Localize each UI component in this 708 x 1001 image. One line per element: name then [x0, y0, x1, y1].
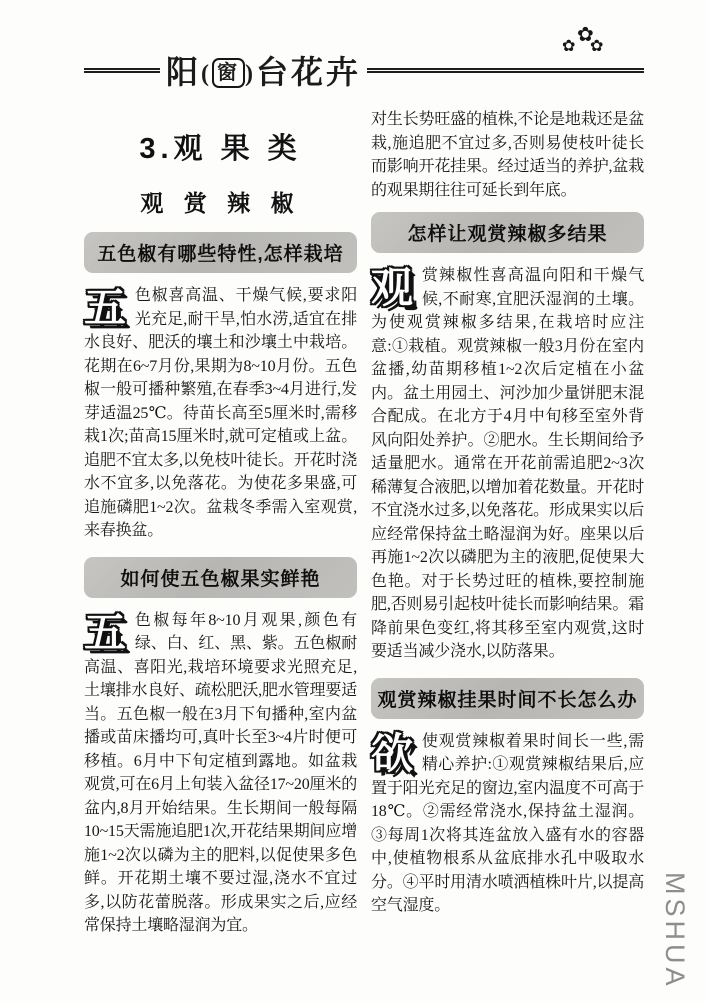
chapter-heading: 3.观 果 类 — [139, 133, 302, 165]
paragraph-text: 赏辣椒性喜高温向阳和干燥气候,不耐寒,宜肥沃湿润的土壤。为使观赏辣椒多结果,在栽培时应注意:①栽植。观赏辣椒一般3月份在室内盆播,幼苗期移植1~2次后定植在小盆内。盆土用园土、河沙加少量饼肥末混合配成。在北方于4月中旬移至室外背风向阳处养护。②肥水。生长期间给予适量肥水。通常在开花前需追肥2~3次稀薄复合液肥,以增加着花数量。开花时不宜浇水过多,以免落花。形成果实以后应经常保持盆土略湿润为好。座果以后再施1~2次以磷肥为主的液肥,促使果大色艳。对于长势过旺的植株,要控制施肥,否则易引起枝叶徒长而影响结果。霜降前果色变红,将其移至室内观赏,这时要适当减少浇水,以防落果。 — [371, 267, 644, 660]
question-banner: 五色椒有哪些特性,怎样栽培 — [84, 232, 357, 273]
head-rule-right — [367, 68, 644, 73]
paren-close: ) — [245, 61, 257, 87]
dropcap-character: 五 — [84, 608, 126, 656]
paren-open: ( — [201, 61, 213, 87]
question-banner: 怎样让观赏辣椒多结果 — [371, 212, 644, 253]
book-title-suffix: 台花卉 — [256, 54, 362, 90]
flower-icon — [562, 26, 610, 66]
paragraph-text: 色椒每年8~10月观果,颜色有绿、白、红、黑、紫。五色椒耐高温、喜阳光,栽培环境要求光照充足,土壤排水良好、疏松肥沃,肥水管理要适当。五色椒一般在3月下旬播种,室内盆播或苗床播均可,真叶长至3~4片时便可移植。6月中下旬定植到露地。如盆栽观赏,可在6月上旬装入盆径17~20厘米的盆内,8月开始结果。生长期间一般每隔10~15天需施追肥1次,开花结果期间应增施1~2次以磷为主的肥料,以促使果多色鲜。开花期土壤不要过湿,浇水不宜过多,以防花蕾脱落。形成果实之后,应经常保持土壤略湿润为宜。 — [84, 611, 357, 934]
paragraph — [84, 609, 357, 938]
book-title-prefix: 阳 — [166, 54, 202, 90]
paragraph — [371, 730, 644, 918]
flower-glyph: ✿ — [577, 24, 594, 46]
page-content — [84, 24, 644, 938]
paragraph-text: 使观赏辣椒着果时间长一些,需精心养护:①观赏辣椒结果后,应置于阳光充足的窗边,室内温度不可高于18℃。②需经常浇水,保持盆土湿润。③每周1次将其连盆放入盛有水的容器中,使植物根系从盆底排水孔中吸取水分。④平时用清水喷洒植株叶片,以提高空气湿度。 — [371, 732, 644, 914]
running-head — [84, 24, 644, 98]
book-title — [160, 47, 367, 93]
dropcap-character: 五 — [84, 284, 126, 331]
article-heading: 观 赏 辣 椒 — [140, 190, 301, 216]
question-banner: 观赏辣椒挂果时间不长怎么办 — [371, 678, 644, 719]
paragraph-text: 色椒喜高温、干燥气候,要求阳光充足,耐干旱,怕水涝,适宜在排水良好、肥沃的壤土和沙壤土中栽培。花期在6~7月份,果期为8~10月份。五色椒一般可播种繁殖,在春季3~4月进行,发芽适温25℃。待苗长高至5厘米时,需移栽1次;苗高15厘米时,就可定植或上盆。追肥不宜太多,以免枝叶徒长。开花时浇水不宜多,以免落花。为使花多果盛,可追施磷肥1~2次。盆栽冬季需入室观赏,来春换盆。 — [84, 287, 357, 539]
flower-glyph: ✿ — [590, 38, 604, 55]
left-column — [84, 100, 357, 938]
dropcap-character: 观 — [371, 264, 413, 311]
window-character-box: 窗 — [212, 58, 245, 88]
head-rule-left — [84, 68, 160, 73]
right-column — [371, 100, 644, 938]
two-column-layout — [84, 100, 644, 938]
flower-glyph: ✿ — [562, 38, 576, 55]
continuation-paragraph: 对生长势旺盛的植株,不论是地栽还是盆栽,施追肥不宜过多,否则易使枝叶徒长而影响开花挂果。经过适当的养护,盆栽的观果期往往可延长到年底。 — [371, 111, 644, 199]
watermark-text: MSHUA — [660, 872, 690, 990]
paragraph — [371, 264, 644, 664]
paragraph — [84, 284, 357, 543]
question-banner: 如何使五色椒果实鲜艳 — [84, 557, 357, 598]
dropcap-character: 欲 — [371, 729, 413, 777]
